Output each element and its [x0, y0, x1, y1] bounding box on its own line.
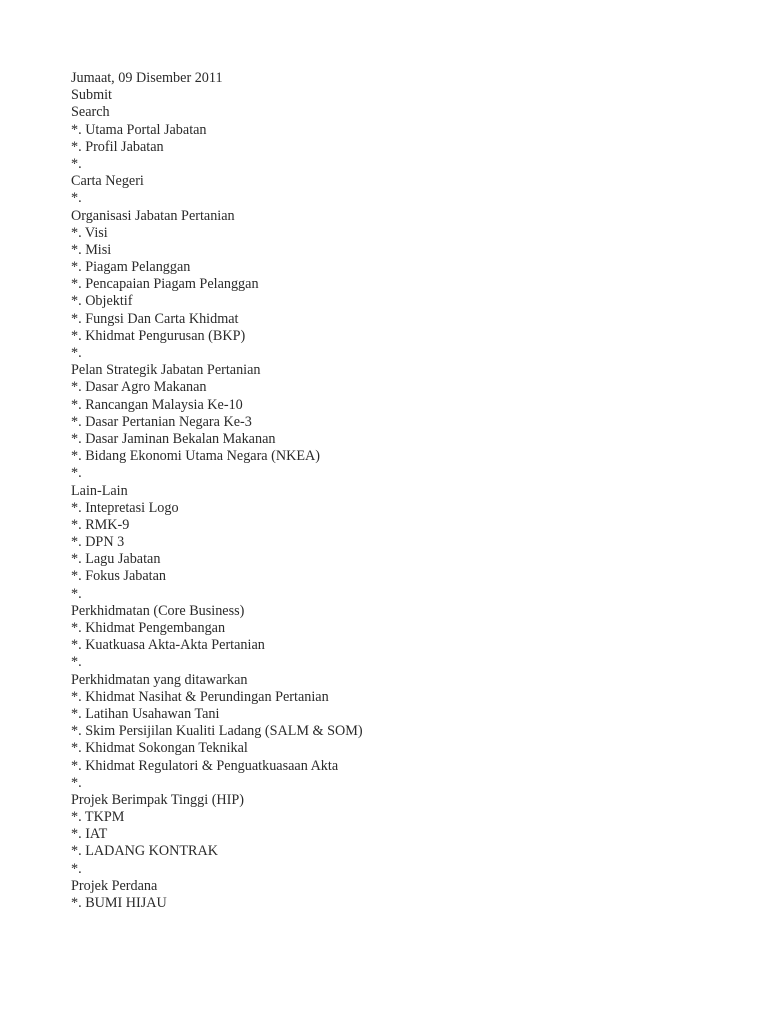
menu-link[interactable]: *. Khidmat Sokongan Teknikal — [71, 740, 248, 757]
bullet-marker: *. — [71, 860, 82, 877]
menu-link[interactable]: *. TKPM — [71, 809, 125, 826]
menu-link[interactable]: *. Lagu Jabatan — [71, 551, 161, 568]
menu-link[interactable]: *. Rancangan Malaysia Ke-10 — [71, 396, 243, 413]
menu-link[interactable]: *. Fungsi Dan Carta Khidmat — [71, 310, 239, 327]
menu-link[interactable]: *. IAT — [71, 826, 108, 843]
menu-link[interactable]: *. Fokus Jabatan — [71, 568, 166, 585]
section-heading: Perkhidmatan (Core Business) — [71, 602, 245, 619]
post-date: Jumaat, 09 Disember 2011 — [71, 70, 223, 86]
menu-link[interactable]: *. Dasar Pertanian Negara Ke-3 — [71, 413, 252, 430]
menu-link[interactable]: *. Profil Jabatan — [71, 138, 164, 155]
menu-link[interactable]: *. Khidmat Nasihat & Perundingan Pertanian — [71, 688, 329, 705]
menu-list — [71, 122, 751, 913]
document-page — [71, 70, 751, 912]
bullet-marker: *. — [71, 155, 82, 172]
menu-link[interactable]: *. DPN 3 — [71, 534, 125, 551]
bullet-marker: *. — [71, 190, 82, 207]
menu-link[interactable]: *. Piagam Pelanggan — [71, 259, 191, 276]
menu-link[interactable]: *. LADANG KONTRAK — [71, 843, 218, 860]
search-button[interactable]: Search — [71, 104, 110, 121]
section-heading: Projek Perdana — [71, 877, 158, 894]
menu-link[interactable]: *. Objektif — [71, 293, 133, 310]
section-heading: Lain-Lain — [71, 482, 128, 499]
bullet-marker: *. — [71, 774, 82, 791]
section-heading: Organisasi Jabatan Pertanian — [71, 207, 235, 224]
menu-link[interactable]: *. Kuatkuasa Akta-Akta Pertanian — [71, 637, 265, 654]
menu-link[interactable]: *. Pencapaian Piagam Pelanggan — [71, 276, 259, 293]
menu-link[interactable]: *. Khidmat Regulatori & Penguatkuasaan Akta — [71, 757, 339, 774]
bullet-marker: *. — [71, 654, 82, 671]
bullet-marker: *. — [71, 345, 82, 361]
menu-link[interactable]: *. RMK-9 — [71, 516, 130, 533]
section-heading: Carta Negeri — [71, 173, 144, 190]
section-heading: Pelan Strategik Jabatan Pertanian — [71, 362, 261, 379]
bullet-marker: *. — [71, 465, 82, 482]
menu-link[interactable]: *. Dasar Jaminan Bekalan Makanan — [71, 430, 276, 447]
menu-link[interactable]: *. Misi — [71, 241, 112, 258]
menu-link[interactable]: *. Khidmat Pengembangan — [71, 620, 226, 636]
section-heading: Perkhidmatan yang ditawarkan — [71, 671, 248, 688]
menu-link[interactable]: *. Dasar Agro Makanan — [71, 379, 207, 396]
menu-link[interactable]: *. Visi — [71, 224, 108, 241]
section-heading: Projek Berimpak Tinggi (HIP) — [71, 791, 245, 808]
submit-button[interactable]: Submit — [71, 87, 112, 104]
menu-link[interactable]: *. BUMI HIJAU — [71, 895, 167, 911]
menu-link[interactable]: *. Utama Portal Jabatan — [71, 121, 207, 138]
menu-link[interactable]: *. Skim Persijilan Kualiti Ladang (SALM & SOM) — [71, 723, 363, 740]
bullet-marker: *. — [71, 585, 82, 602]
menu-link[interactable]: *. Latihan Usahawan Tani — [71, 705, 220, 722]
menu-link[interactable]: *. Khidmat Pengurusan (BKP) — [71, 327, 246, 344]
menu-link[interactable]: *. Bidang Ekonomi Utama Negara (NKEA) — [71, 448, 321, 465]
menu-link[interactable]: *. Intepretasi Logo — [71, 499, 179, 516]
